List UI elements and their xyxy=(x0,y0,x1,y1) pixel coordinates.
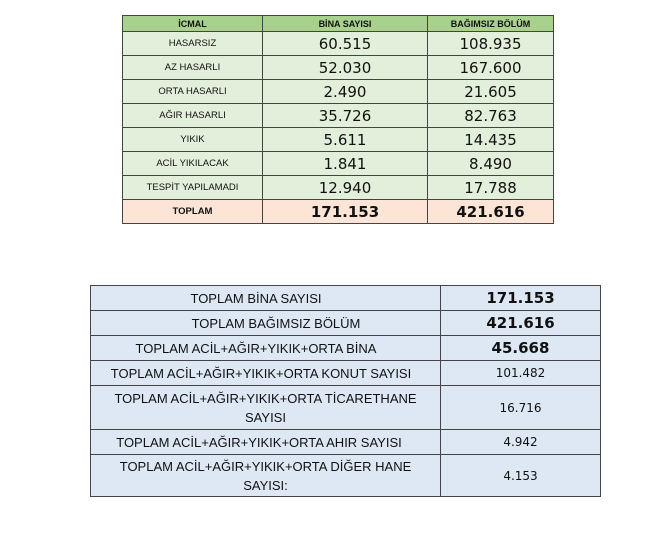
summary-table xyxy=(122,15,554,224)
bina-count: 35.726 xyxy=(263,104,428,128)
row-label-cell xyxy=(91,311,441,336)
row-value: 101.482 xyxy=(441,361,601,386)
table-row xyxy=(123,152,554,176)
table-row xyxy=(91,286,601,311)
bina-count: 60.515 xyxy=(263,32,428,56)
row-label: TOPLAM BAĞIMSIZ BÖLÜM xyxy=(191,315,361,331)
bolum-count: 8.490 xyxy=(428,152,554,176)
totals-table xyxy=(90,285,601,497)
table-row xyxy=(123,32,554,56)
column-header-bagimsiz-bolum: BAĞIMSIZ BÖLÜM xyxy=(428,16,554,32)
bolum-count: 14.435 xyxy=(428,128,554,152)
row-label: TOPLAM ACİL+AĞIR+YIKIK+ORTA BİNA xyxy=(135,340,377,356)
column-header-bina-sayisi: BİNA SAYISI xyxy=(263,16,428,32)
row-label: TOPLAM ACİL+AĞIR+YIKIK+ORTA AHIR SAYISI xyxy=(116,434,402,450)
summary-header-row xyxy=(123,16,554,32)
table-row xyxy=(91,336,601,361)
table-row xyxy=(123,104,554,128)
row-value: 4.942 xyxy=(441,430,601,455)
row-label: AZ HASARLI xyxy=(123,56,263,80)
bina-count: 12.940 xyxy=(263,176,428,200)
row-value: 4.153 xyxy=(441,455,601,497)
row-label: TOPLAM BİNA SAYISI xyxy=(190,290,322,306)
row-label: TOPLAM ACİL+AĞIR+YIKIK+ORTA KONUT SAYISI xyxy=(110,365,412,381)
table-row xyxy=(91,386,601,430)
total-bolum-count: 421.616 xyxy=(428,200,554,224)
table-row xyxy=(91,430,601,455)
bina-count: 2.490 xyxy=(263,80,428,104)
bina-count: 1.841 xyxy=(263,152,428,176)
table-row xyxy=(91,311,601,336)
row-label: ORTA HASARLI xyxy=(123,80,263,104)
row-label: ACİL YIKILACAK xyxy=(123,152,263,176)
row-label: HASARSIZ xyxy=(123,32,263,56)
total-bina-count: 171.153 xyxy=(263,200,428,224)
column-header-icmal: İCMAL xyxy=(123,16,263,32)
bolum-count: 17.788 xyxy=(428,176,554,200)
row-label: AĞIR HASARLI xyxy=(123,104,263,128)
bina-count: 52.030 xyxy=(263,56,428,80)
total-label: TOPLAM xyxy=(123,200,263,224)
row-label: TOPLAM ACİL+AĞIR+YIKIK+ORTA DİĞER HANE SAYISI: xyxy=(119,458,412,493)
bina-count: 5.611 xyxy=(263,128,428,152)
row-label-cell xyxy=(91,455,441,497)
row-label-cell xyxy=(91,386,441,430)
row-value: 45.668 xyxy=(441,336,601,361)
table-row xyxy=(123,176,554,200)
bolum-count: 108.935 xyxy=(428,32,554,56)
bolum-count: 82.763 xyxy=(428,104,554,128)
row-value: 16.716 xyxy=(441,386,601,430)
row-label-cell xyxy=(91,336,441,361)
row-value: 171.153 xyxy=(441,286,601,311)
table-row xyxy=(91,361,601,386)
row-label: YIKIK xyxy=(123,128,263,152)
row-value: 421.616 xyxy=(441,311,601,336)
total-row xyxy=(123,200,554,224)
row-label-cell xyxy=(91,286,441,311)
bolum-count: 21.605 xyxy=(428,80,554,104)
table-row xyxy=(123,128,554,152)
row-label-cell xyxy=(91,430,441,455)
row-label: TOPLAM ACİL+AĞIR+YIKIK+ORTA TİCARETHANE SAYISI xyxy=(114,390,417,425)
table-row xyxy=(123,56,554,80)
row-label-cell xyxy=(91,361,441,386)
table-row xyxy=(123,80,554,104)
row-label: TESPİT YAPILAMADI xyxy=(123,176,263,200)
bolum-count: 167.600 xyxy=(428,56,554,80)
table-row xyxy=(91,455,601,497)
